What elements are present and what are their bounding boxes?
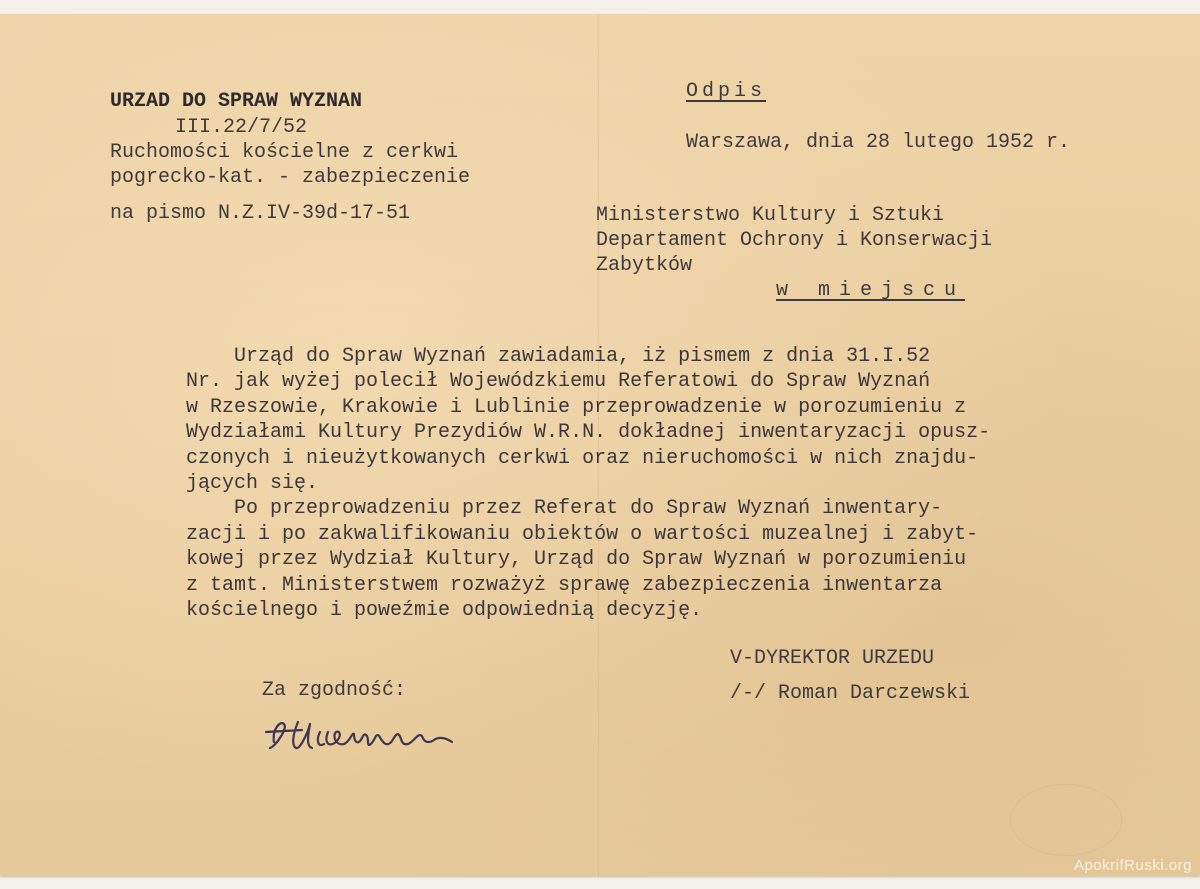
paper-stain: [1010, 784, 1122, 856]
issuing-office: URZAD DO SPRAW WYZNAN: [110, 90, 363, 113]
body-line: w Rzeszowie, Krakowie i Lublinie przeprowadzenie w porozumieniu z: [186, 395, 967, 419]
subject-line-1: Ruchomości kościelne z cerkwi: [110, 141, 459, 164]
letter-body: [186, 344, 1186, 623]
body-line: Po przeprowadzeniu przez Referat do Spraw Wyznań inwentary-: [186, 497, 943, 521]
body-line: kościelnego i poweźmie odpowiednią decyzję.: [186, 599, 703, 623]
in-reply-to: na pismo N.Z.IV-39d-17-51: [110, 202, 411, 225]
signatory-name: /-/ Roman Darczewski: [730, 682, 971, 705]
body-line: czonych i nieużytkowanych cerkwi oraz nieruchomości w nich znajdu-: [186, 446, 979, 470]
subject-line-2: pogrecko-kat. - zabezpieczenie: [110, 166, 471, 189]
addressee-local: w miejscu: [776, 279, 966, 302]
body-line: jących się.: [186, 472, 319, 496]
body-line: kowej przez Wydział Kultury, Urząd do Spraw Wyznań w porozumieniu: [186, 548, 967, 572]
addressee-line-2: Departament Ochrony i Konserwacji: [596, 229, 993, 252]
body-line: Urząd do Spraw Wyznań zawiadamia, iż pismem z dnia 31.I.52: [186, 345, 931, 368]
body-line: z tamt. Ministerstwem rozważyż sprawę zabezpieczenia inwentarza: [186, 573, 943, 597]
conformity-label: Za zgodność:: [262, 679, 407, 702]
body-line: Nr. jak wyżej polecił Wojewódzkiemu Referatowi do Spraw Wyznań: [186, 370, 931, 394]
handwritten-signature: [262, 702, 472, 762]
body-line: Wydziałami Kultury Prezydiów W.R.N. dokładnej inwentaryzacji opusz-: [186, 421, 991, 445]
addressee-line-1: Ministerstwo Kultury i Sztuki: [596, 204, 945, 227]
place-and-date: Warszawa, dnia 28 lutego 1952 r.: [686, 131, 1071, 154]
document-sheet: [0, 14, 1200, 876]
copy-mark: Odpis: [686, 80, 767, 103]
signatory-position: V-DYREKTOR URZEDU: [730, 647, 935, 670]
reference-number: III.22/7/52: [175, 116, 308, 139]
site-watermark: ApokrifRuski.org: [1073, 857, 1192, 874]
addressee-line-3: Zabytków: [596, 254, 693, 277]
body-line: zacji i po zakwalifikowaniu obiektów o wartości muzealnej i zabyt-: [186, 522, 979, 546]
